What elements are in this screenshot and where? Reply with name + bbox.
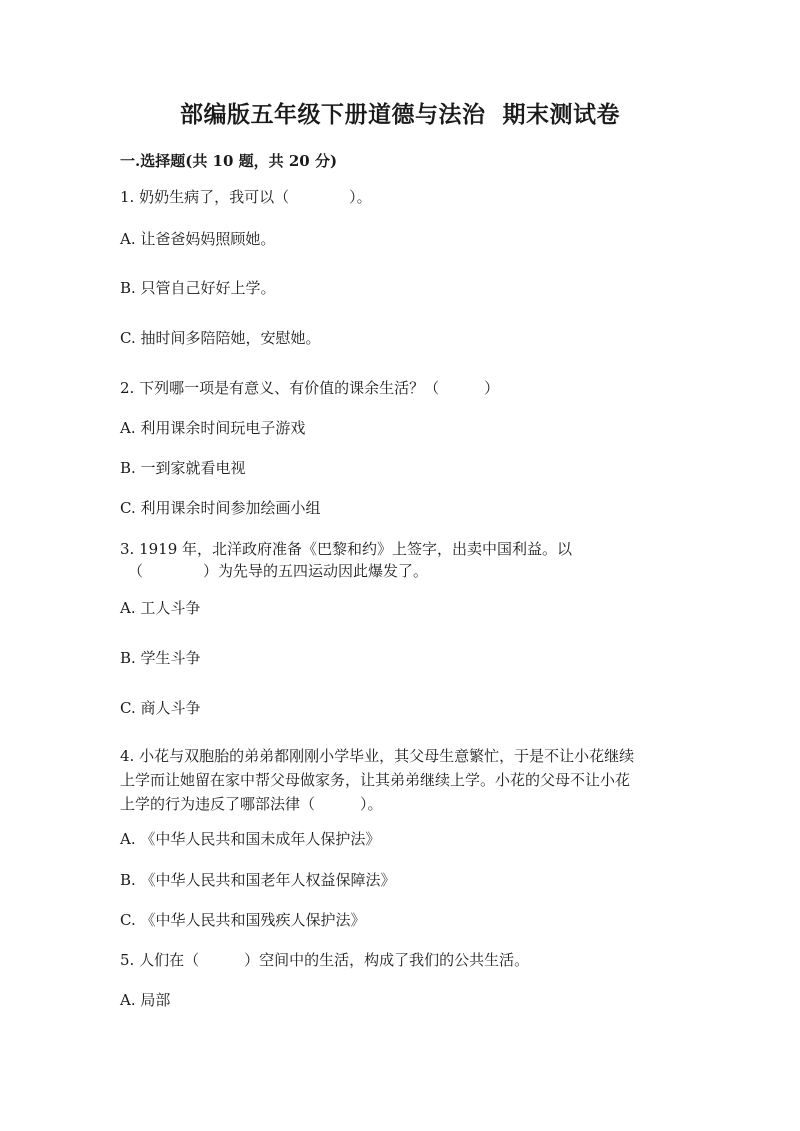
question-1-option-a: A. 让爸爸妈妈照顾她。 xyxy=(120,230,276,248)
question-1-option-c: C. 抽时间多陪陪她，安慰她。 xyxy=(120,329,321,347)
question-4-stem-line-1: 4. 小花与双胞胎的弟弟都刚刚小学毕业，其父母生意繁忙，于是不让小花继续 xyxy=(120,747,635,765)
question-4-option-c: C. 《中华人民共和国残疾人保护法》 xyxy=(120,911,366,929)
question-3-option-a: A. 工人斗争 xyxy=(120,599,201,617)
question-2-stem: 2. 下列哪一项是有意义、有价值的课余生活？（ ） xyxy=(120,379,500,397)
question-1-stem: 1. 奶奶生病了，我可以（ ）。 xyxy=(120,188,372,206)
question-5-option-a: A. 局部 xyxy=(120,991,171,1009)
question-1-option-b: B. 只管自己好好上学。 xyxy=(120,279,276,297)
question-2-option-b: B. 一到家就看电视 xyxy=(120,459,246,477)
question-4-stem-line-2: 上学而让她留在家中帮父母做家务，让其弟弟继续上学。小花的父母不让小花 xyxy=(120,771,631,789)
question-3-stem-line-1: 3. 1919 年，北洋政府准备《巴黎和约》上签字，出卖中国利益。以 xyxy=(120,540,573,558)
question-3-option-b: B. 学生斗争 xyxy=(120,649,201,667)
question-2-option-a: A. 利用课余时间玩电子游戏 xyxy=(120,419,306,437)
question-3-stem-line-2: （ ）为先导的五四运动因此爆发了。 xyxy=(128,562,429,580)
page-title: 部编版五年级下册道德与法治 期末测试卷 xyxy=(179,101,620,128)
question-4-option-a: A. 《中华人民共和国未成年人保护法》 xyxy=(120,830,381,848)
question-4-stem-line-3: 上学的行为违反了哪部法律（ ）。 xyxy=(120,795,383,813)
question-5-stem: 5. 人们在（ ）空间中的生活，构成了我们的公共生活。 xyxy=(120,951,530,969)
section-heading: 一.选择题(共 10 题，共 20 分) xyxy=(120,152,338,170)
question-3-option-c: C. 商人斗争 xyxy=(120,699,201,717)
question-2-option-c: C. 利用课余时间参加绘画小组 xyxy=(120,499,321,517)
question-4-option-b: B. 《中华人民共和国老年人权益保障法》 xyxy=(120,871,396,889)
